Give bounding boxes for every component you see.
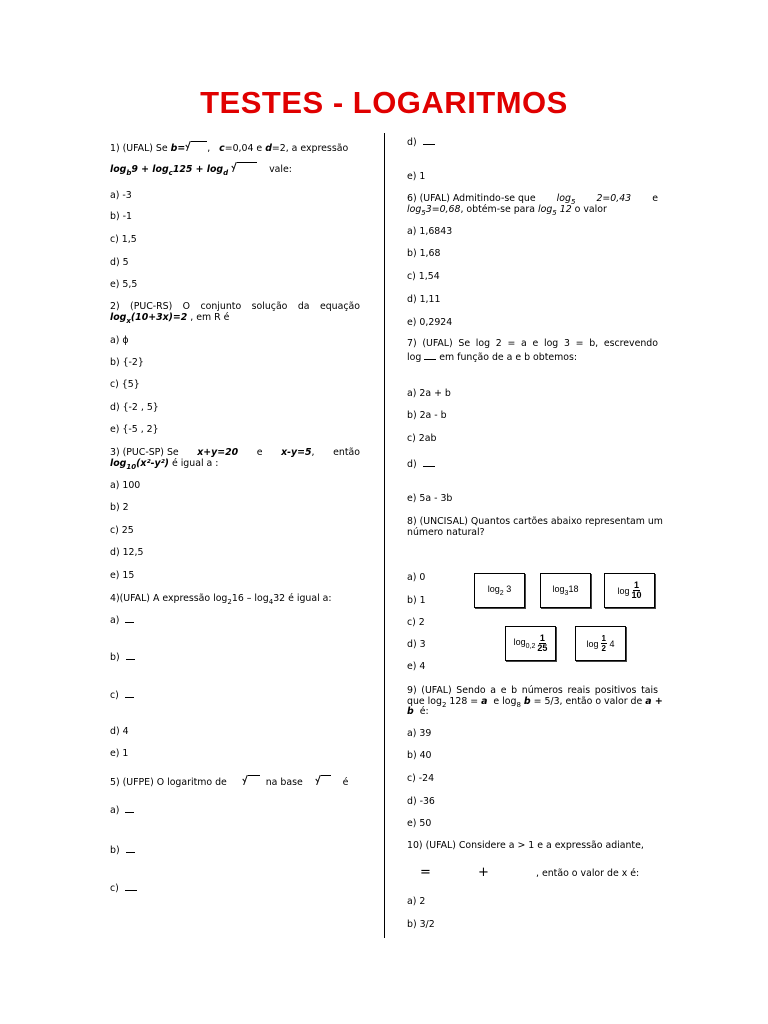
q9-option-e: e) 50 bbox=[407, 818, 432, 829]
q8-line1: 8) (UNCISAL) Quantos cartões abaixo representam um bbox=[407, 516, 663, 527]
q7-option-b: b) 2a - b bbox=[407, 410, 447, 421]
col2-option-e: e) 1 bbox=[407, 171, 426, 182]
q4-option-d: d) 4 bbox=[110, 726, 129, 737]
col2-option-d: d) bbox=[407, 137, 435, 148]
q1-option-c: c) 1,5 bbox=[110, 234, 137, 245]
q3-option-b: b) 2 bbox=[110, 502, 129, 513]
q2-line2: $\log_x(10+3x)=2$ , em R é bbox=[110, 312, 230, 325]
q9-option-a: a) 39 bbox=[407, 728, 432, 739]
q10-equals: = bbox=[420, 865, 431, 880]
q1-line2: $\log_b9 + \log_c125 + \log_d$ vale: bbox=[110, 164, 292, 177]
sqrt-symbol bbox=[185, 141, 207, 153]
q7-option-e: e) 5a - 3b bbox=[407, 493, 453, 504]
sqrt-symbol bbox=[242, 775, 260, 787]
q8-option-b: b) 1 bbox=[407, 595, 426, 606]
q7-option-c: c) 2ab bbox=[407, 433, 437, 444]
q2-option-d: d) {-2 , 5} bbox=[110, 402, 159, 413]
q9-option-d: d) -36 bbox=[407, 796, 435, 807]
q4-option-b: b) bbox=[110, 652, 135, 663]
q5-option-a: a) bbox=[110, 805, 134, 816]
q6-option-a: a) 1,6843 bbox=[407, 226, 453, 237]
q1-option-b: b) -1 bbox=[110, 211, 132, 222]
q5-option-c: c) bbox=[110, 883, 137, 894]
q10-option-a: a) 2 bbox=[407, 896, 426, 907]
q9-line1: 9) (UFAL) Sendo a e b números reais positivos tais bbox=[407, 685, 658, 696]
q9-option-b: b) 40 bbox=[407, 750, 432, 761]
column-divider bbox=[384, 133, 385, 938]
q8-option-e: e) 4 bbox=[407, 661, 426, 672]
page-title: TESTES - LOGARITMOS bbox=[200, 85, 568, 120]
q1-option-e: e) 5,5 bbox=[110, 279, 138, 290]
q6-option-b: b) 1,68 bbox=[407, 248, 441, 259]
q1-option-a: a) -3 bbox=[110, 190, 132, 201]
q1-line1: 1) (UFAL) Se b= , c=0,04 e d=2, a expressão bbox=[110, 143, 349, 154]
q8-option-d: d) 3 bbox=[407, 639, 426, 650]
q2-option-b: b) {-2} bbox=[110, 357, 144, 368]
q3-line1: 3) (PUC-SP) Se x+y=20 e x-y=5, então bbox=[110, 447, 360, 458]
q8-line2: número natural? bbox=[407, 527, 485, 538]
q4-question: 4)(UFAL) A expressão $\log_216 - \log_432$ é igual a: bbox=[110, 593, 332, 606]
q7-line2: log em função de a e b obtemos: bbox=[407, 352, 578, 363]
q3-option-c: c) 25 bbox=[110, 525, 134, 536]
q3-option-a: a) 100 bbox=[110, 480, 141, 491]
q9-line3: b é: bbox=[407, 706, 429, 717]
q4-option-e: e) 1 bbox=[110, 748, 129, 759]
sqrt-symbol bbox=[315, 775, 331, 787]
card-log-half-4: log $\frac{1}{2}$ 4 bbox=[575, 626, 626, 661]
q1-option-d: d) 5 bbox=[110, 257, 129, 268]
q7-line1: 7) (UFAL) Se log 2 = a e log 3 = b, escrevendo bbox=[407, 338, 658, 349]
card-log3-18: $\log_318$ bbox=[540, 573, 591, 608]
q3-option-d: d) 12,5 bbox=[110, 547, 144, 558]
sqrt-symbol bbox=[231, 162, 257, 174]
q9-line2: que $\log_2 128 = a$ e $\log_8 b = 5/3$, então o valor de a + bbox=[407, 696, 663, 709]
q7-option-a: a) 2a + b bbox=[407, 388, 451, 399]
q2-option-c: c) {5} bbox=[110, 379, 140, 390]
q8-option-a: a) 0 bbox=[407, 572, 426, 583]
q5-question: 5) (UFPE) O logaritmo de na base é bbox=[110, 777, 349, 788]
q3-option-e: e) 15 bbox=[110, 570, 135, 581]
q10-line1: 10) (UFAL) Considere a > 1 e a expressão adiante, bbox=[407, 840, 644, 851]
q9-option-c: c) -24 bbox=[407, 773, 435, 784]
q6-option-c: c) 1,54 bbox=[407, 271, 440, 282]
card-log2-3: $\log_2 3$ bbox=[474, 573, 525, 608]
q3-line2: $\log_{10}(x^2-y^2)$ é igual a : bbox=[110, 458, 219, 471]
q8-option-c: c) 2 bbox=[407, 617, 425, 628]
card-log-1-10: log $\frac{1}{10}$ bbox=[604, 573, 655, 608]
q10-line2: , então o valor de x é: bbox=[536, 868, 640, 879]
q6-line2: $\log_53=0,68$, obtém-se para $\log_5 12$ o valor bbox=[407, 204, 607, 217]
q10-plus: + bbox=[478, 865, 489, 880]
q2-option-a: a) ϕ bbox=[110, 335, 129, 346]
q2-line1: 2) (PUC-RS) O conjunto solução da equação bbox=[110, 301, 360, 312]
card-log02-1-25: $\log_{0,2}$ $\frac{1}{25}$ bbox=[505, 626, 556, 661]
q10-option-b: b) 3/2 bbox=[407, 919, 435, 930]
q7-option-d: d) bbox=[407, 459, 435, 470]
q6-line1: 6) (UFAL) Admitindo-se que $\log_5$ 2=0,43 e bbox=[407, 193, 658, 206]
q6-option-d: d) 1,11 bbox=[407, 294, 441, 305]
q4-option-c: c) bbox=[110, 690, 134, 701]
q5-option-b: b) bbox=[110, 845, 135, 856]
q2-option-e: e) {-5 , 2} bbox=[110, 424, 159, 435]
q6-option-e: e) 0,2924 bbox=[407, 317, 453, 328]
q4-option-a: a) bbox=[110, 615, 134, 626]
